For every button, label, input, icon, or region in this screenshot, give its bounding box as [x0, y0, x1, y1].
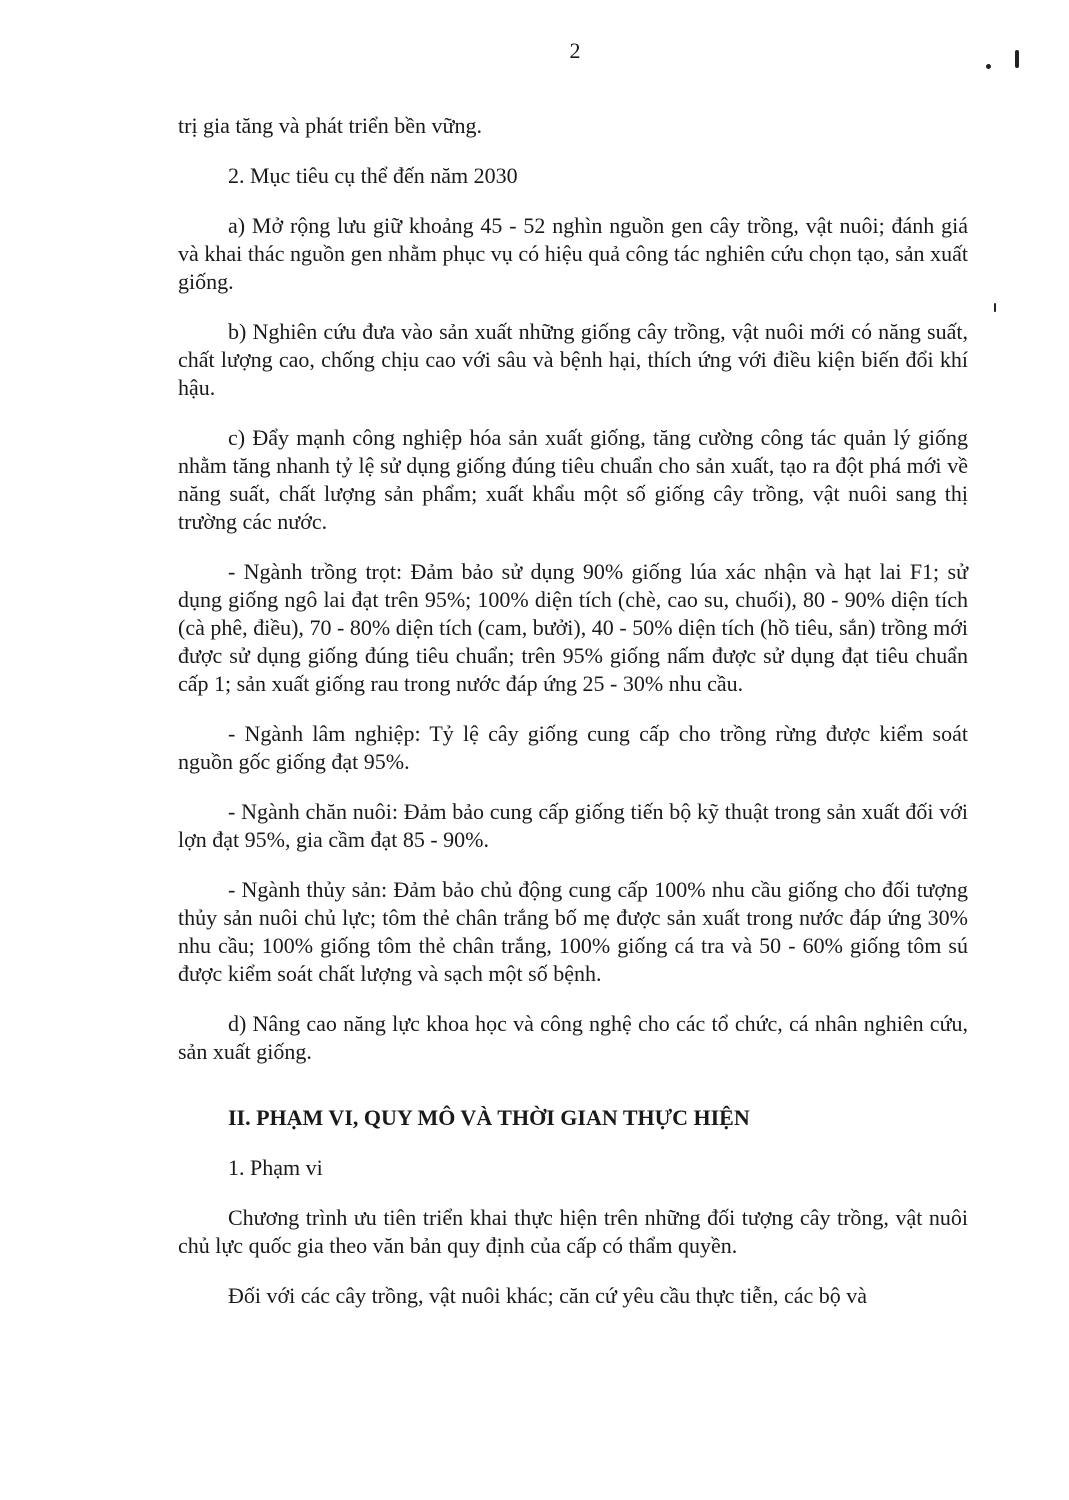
paragraph-livestock-sector: - Ngành chăn nuôi: Đảm bảo cung cấp giống tiến bộ kỹ thuật trong sản xuất đối với lợn đạt 95%, gia cầm đạt 85 - 90%. — [178, 799, 968, 852]
page-number: 2 — [569, 38, 581, 63]
paragraph-fisheries-sector: - Ngành thủy sản: Đảm bảo chủ động cung cấp 100% nhu cầu giống cho đối tượng thủy sản nuôi chủ lực; tôm thẻ chân trắng bố mẹ được sản xuất trong nước đáp ứng 30% nhu cầu; 100% giống tôm thẻ chân trắng, 100% giống cá tra và 50 - 60% giống tôm sú được kiểm soát chất lượng và sạch một số bệnh. — [178, 877, 968, 986]
paragraph-objective-c: c) Đẩy mạnh công nghiệp hóa sản xuất giống, tăng cường công tác quản lý giống nhằm tăng nhanh tỷ lệ sử dụng giống đúng tiêu chuẩn cho sản xuất, tạo ra đột phá mới về năng suất, chất lượng sản phẩm; xuất khẩu một số giống cây trồng, vật nuôi sang thị trường các nước. — [178, 425, 968, 534]
scan-speck — [994, 303, 996, 312]
paragraph-forestry-sector: - Ngành lâm nghiệp: Tỷ lệ cây giống cung cấp cho trồng rừng được kiểm soát nguồn gốc giống đạt 95%. — [178, 721, 968, 774]
paragraph-objective-a: a) Mở rộng lưu giữ khoảng 45 - 52 nghìn nguồn gen cây trồng, vật nuôi; đánh giá và khai thác nguồn gen nhằm phục vụ có hiệu quả công tác nghiên cứu chọn tạo, sản xuất giống. — [178, 213, 968, 294]
paragraph-continuation: trị gia tăng và phát triển bền vững. — [178, 113, 482, 138]
scan-speck — [986, 64, 991, 69]
paragraph-scope-other: Đối với các cây trồng, vật nuôi khác; căn cứ yêu cầu thực tiễn, các bộ và — [228, 1283, 867, 1308]
paragraph-objective-d: d) Nâng cao năng lực khoa học và công nghệ cho các tổ chức, cá nhân nghiên cứu, sản xuất giống. — [178, 1011, 968, 1064]
paragraph-crop-sector: - Ngành trồng trọt: Đảm bảo sử dụng 90% giống lúa xác nhận và hạt lai F1; sử dụng giống ngô lai đạt trên 95%; 100% diện tích (chè, cao su, chuối), 80 - 90% diện tích (cà phê, điều), 70 - 80% diện tích (cam, bưởi), 40 - 50% diện tích (hồ tiêu, sắn) trồng mới được sử dụng giống đúng tiêu chuẩn; trên 95% giống nấm được sử dụng đạt tiêu chuẩn cấp 1; sản xuất giống rau trong nước đáp ứng 25 - 30% nhu cầu. — [178, 559, 968, 696]
paragraph-objective-b: b) Nghiên cứu đưa vào sản xuất những giống cây trồng, vật nuôi mới có năng suất, chất lượng cao, chống chịu cao với sâu và bệnh hại, thích ứng với điều kiện biến đổi khí hậu. — [178, 319, 968, 400]
document-body — [178, 112, 968, 1310]
paragraph-scope-priority: Chương trình ưu tiên triển khai thực hiện trên những đối tượng cây trồng, vật nuôi chủ lực quốc gia theo văn bản quy định của cấp có thẩm quyền. — [178, 1205, 968, 1258]
subheading-scope: 1. Phạm vi — [228, 1155, 323, 1180]
section-heading-objectives-2030: 2. Mục tiêu cụ thể đến năm 2030 — [228, 163, 518, 188]
scan-speck — [1015, 50, 1019, 68]
section-heading-scope: II. PHẠM VI, QUY MÔ VÀ THỜI GIAN THỰC HIỆN — [228, 1105, 750, 1130]
